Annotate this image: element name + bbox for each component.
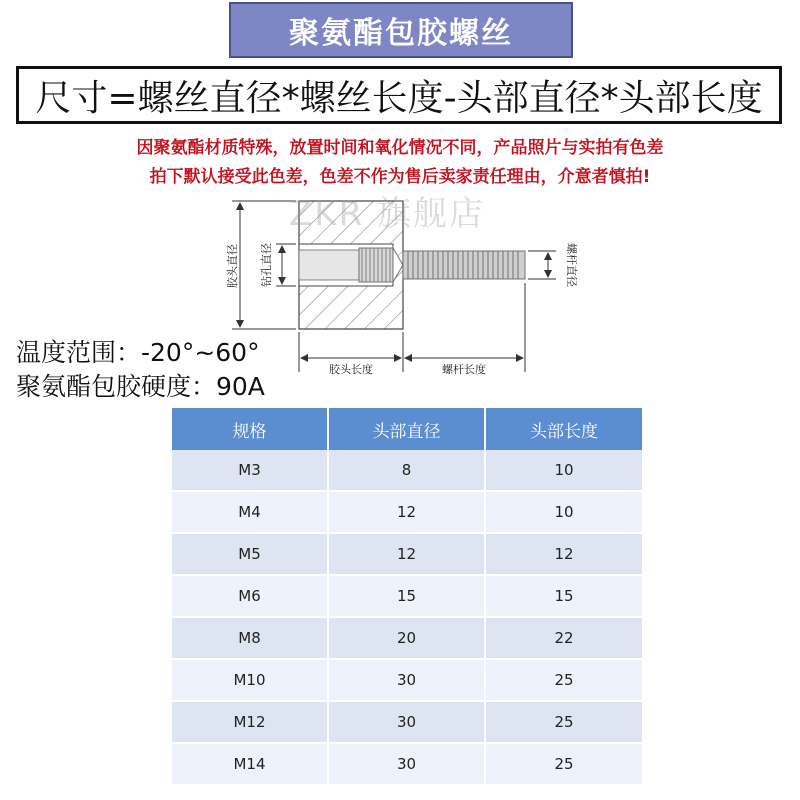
page-title: 聚氨酯包胶螺丝 — [289, 16, 513, 51]
cell-head-length: 10 — [486, 492, 642, 534]
header-head-diameter: 头部直径 — [329, 408, 484, 450]
cell-head-diameter: 12 — [329, 492, 484, 534]
cell-head-length: 25 — [486, 660, 642, 702]
cell-head-diameter: 20 — [329, 618, 484, 660]
head-length-label: 胶头长度 — [329, 363, 373, 376]
cell-spec: M8 — [172, 618, 327, 660]
cell-head-length: 10 — [486, 450, 642, 492]
table-row — [172, 702, 642, 744]
table-row — [172, 576, 642, 618]
screw-rod — [403, 251, 525, 279]
cell-spec: M14 — [172, 744, 327, 786]
cell-head-diameter: 8 — [329, 450, 484, 492]
hole-diameter-dimension — [276, 244, 296, 286]
cell-head-diameter: 30 — [329, 660, 484, 702]
rod-length-label: 螺杆长度 — [442, 363, 486, 376]
cell-head-length: 15 — [486, 576, 642, 618]
color-notice-line1: 因聚氨酯材质特殊，放置时间和氧化情况不同，产品照片与实拍有色差 — [136, 138, 664, 158]
thread-inner — [359, 248, 393, 282]
cell-head-length: 22 — [486, 618, 642, 660]
size-formula: 尺寸=螺丝直径*螺丝长度-头部直径*头部长度 — [35, 77, 763, 119]
cell-spec: M12 — [172, 702, 327, 744]
spec-table — [170, 408, 644, 786]
screw-shank-inner — [299, 250, 359, 280]
cell-spec: M4 — [172, 492, 327, 534]
table-header-row — [172, 408, 642, 450]
header-head-length: 头部长度 — [486, 408, 642, 450]
rod-diameter-label: 螺杆直径 — [565, 243, 578, 287]
cell-spec: M10 — [172, 660, 327, 702]
table-row — [172, 450, 642, 492]
rod-diameter-dimension — [528, 251, 556, 279]
cell-head-length: 12 — [486, 534, 642, 576]
color-notice-line2: 拍下默认接受此色差，色差不作为售后卖家责任理由，介意者慎拍! — [149, 167, 651, 187]
store-watermark: ZKR 旗舰店 — [288, 194, 486, 234]
temperature-range: 温度范围：-20°~60° — [16, 338, 260, 367]
header-spec: 规格 — [172, 408, 327, 450]
table-row — [172, 618, 642, 660]
cell-head-diameter: 30 — [329, 744, 484, 786]
hardness-spec: 聚氨酯包胶硬度：90A — [16, 372, 265, 401]
cell-spec: M6 — [172, 576, 327, 618]
hole-diameter-label: 钻孔直径 — [260, 243, 273, 287]
cell-spec: M3 — [172, 450, 327, 492]
head-diameter-label: 胶头直径 — [226, 244, 239, 288]
table-row — [172, 660, 642, 702]
table-row — [172, 492, 642, 534]
cell-head-length: 25 — [486, 744, 642, 786]
cell-head-diameter: 15 — [329, 576, 484, 618]
cell-spec: M5 — [172, 534, 327, 576]
cell-head-diameter: 30 — [329, 702, 484, 744]
table-row — [172, 744, 642, 786]
cell-head-length: 25 — [486, 702, 642, 744]
table-row — [172, 534, 642, 576]
cell-head-diameter: 12 — [329, 534, 484, 576]
